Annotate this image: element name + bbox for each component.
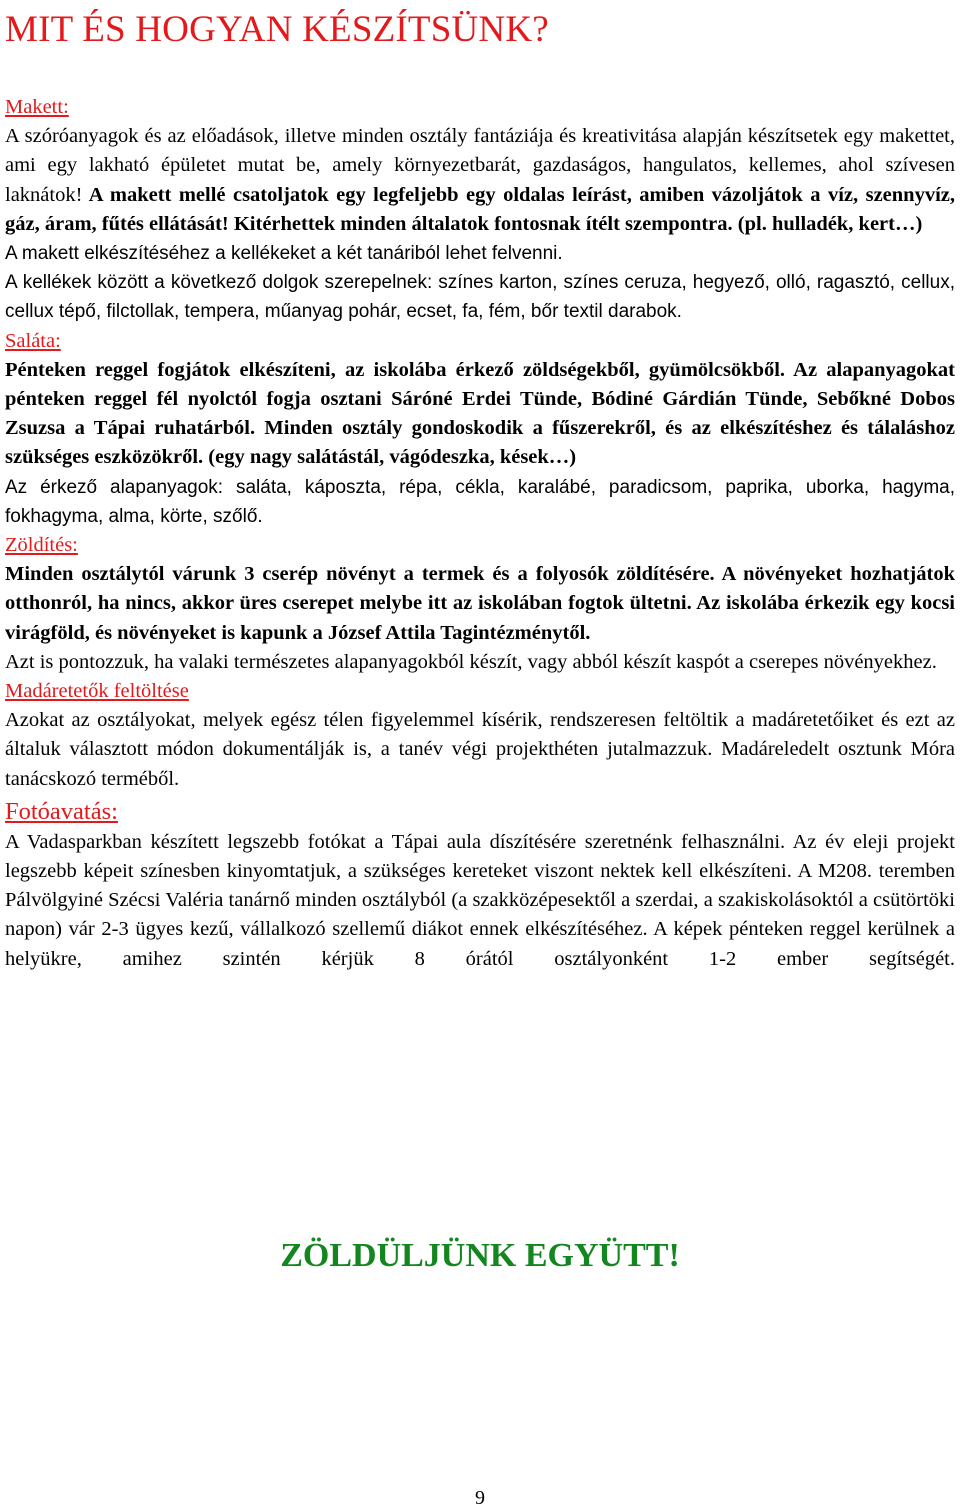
zolditis-paragraph-2: Azt is pontozzuk, ha valaki természetes alapanyagokból készít, vagy abból készít kaspót a cserepes növényekhez. bbox=[5, 650, 937, 673]
makett-paragraph-1a: A szóróanyagok és az előadások, illetve minden osztály fantáziája és kreativitása alapján készítsetek egy makettet, ami egy lakható épületet mutat be, amely környezetbarát, gazdaságos, hangulatos, kellemes, ahol szívesen laknátok! bbox=[5, 125, 955, 206]
section-heading-salata: Saláta: bbox=[5, 329, 61, 352]
page-number: 9 bbox=[475, 1487, 485, 1509]
zolditis-paragraph-1: Minden osztálytól várunk 3 cserép növényt a termek és a folyosók zöldítésére. A növényeket hozhatjátok otthonról, ha nincs, akkor üres cserepet melybe itt az iskolában fogtok ültetni. Az iskolába érkezik egy kocsi virágföld, és növényeket is kapunk a József Attila Tagintézménytől. bbox=[5, 563, 955, 644]
makett-paragraph-1b: A makett mellé csatoljatok egy legfeljebb egy oldalas leírást, amiben vázoljátok a víz, szennyvíz, gáz, áram, fűtés ellátását! Kitérhettek minden általatok fontosnak ítélt szempontra. (pl. hulladék, kert…) bbox=[5, 183, 955, 235]
salata-paragraph-1: Pénteken reggel fogjátok elkészíteni, az iskolába érkező zöldségekből, gyümölcsökből. Az alapanyagokat pénteken reggel fél nyolctól fogja osztani Sáróné Erdei Tünde, Bódiné Gárdián Tünde, Sebőkné Dobos Zsuzsa a Tápai ruhatárból. Minden osztály gondoskodik a fűszerekről, és az elkészítéshez és tálaláshoz szükséges eszközökről. (egy nagy salátástál, vágódeszka, kések…) bbox=[5, 358, 955, 469]
makett-paragraph-3: A kellékek között a következő dolgok szerepelnek: színes karton, színes ceruza, hegyező, olló, ragasztó, cellux, cellux tépő, filctollak, tempera, műanyag pohár, ecset, fa, fém, bőr textil darabok. bbox=[5, 272, 955, 323]
section-heading-madaretetok: Madáretetők feltöltése bbox=[5, 680, 189, 703]
page-title: MIT ÉS HOGYAN KÉSZÍTSÜNK? bbox=[5, 9, 549, 50]
section-heading-fotoavatas: Fotóavatás: bbox=[5, 797, 118, 825]
section-heading-makett: Makett: bbox=[5, 96, 69, 118]
footer-slogan: ZÖLDÜLJÜNK EGYÜTT! bbox=[280, 1237, 680, 1274]
makett-paragraph-1 bbox=[5, 122, 955, 239]
salata-paragraph-2: Az érkező alapanyagok: saláta, káposzta, répa, cékla, karalábé, paradicsom, paprika, uborka, hagyma, fokhagyma, alma, körte, szőlő. bbox=[5, 476, 955, 527]
fotoavatas-paragraph-1: A Vadasparkban készített legszebb fotókat a Tápai aula díszítésére szeretnénk felhasználni. Az év eleji projekt legszebb képeit színesben kinyomtatjuk, a szükséges kereteket viszont nektek kell elkészíteni. A M208. teremben Pálvölgyiné Szécsi Valéria tanárnő minden osztályból (a szakközépesektől a szerdai, a szakiskolásoktól a csütörtöki napon) vár 2-3 ügyes kezű, vállalkozó szellemű diákot ennek elkészítéséhez. A képek pénteken reggel kerülnek a helyükre, amihez szintén kérjük 8 órától osztályonként 1-2 ember segítségét. bbox=[5, 830, 955, 970]
document-page bbox=[5, 0, 955, 974]
makett-paragraph-2: A makett elkészítéséhez a kellékeket a két tanáriból lehet felvenni. bbox=[5, 243, 563, 265]
madaretetok-paragraph-1: Azokat az osztályokat, melyek egész télen figyelemmel kísérik, rendszeresen feltöltik a madáretetőiket és ezt az általuk választott módon dokumentálják is, a tanév végi projekthéten jutalmazzuk. Madáreledelt osztunk Móra tanácskozó terméből. bbox=[5, 709, 955, 790]
section-heading-zolditis: Zöldítés: bbox=[5, 534, 78, 557]
